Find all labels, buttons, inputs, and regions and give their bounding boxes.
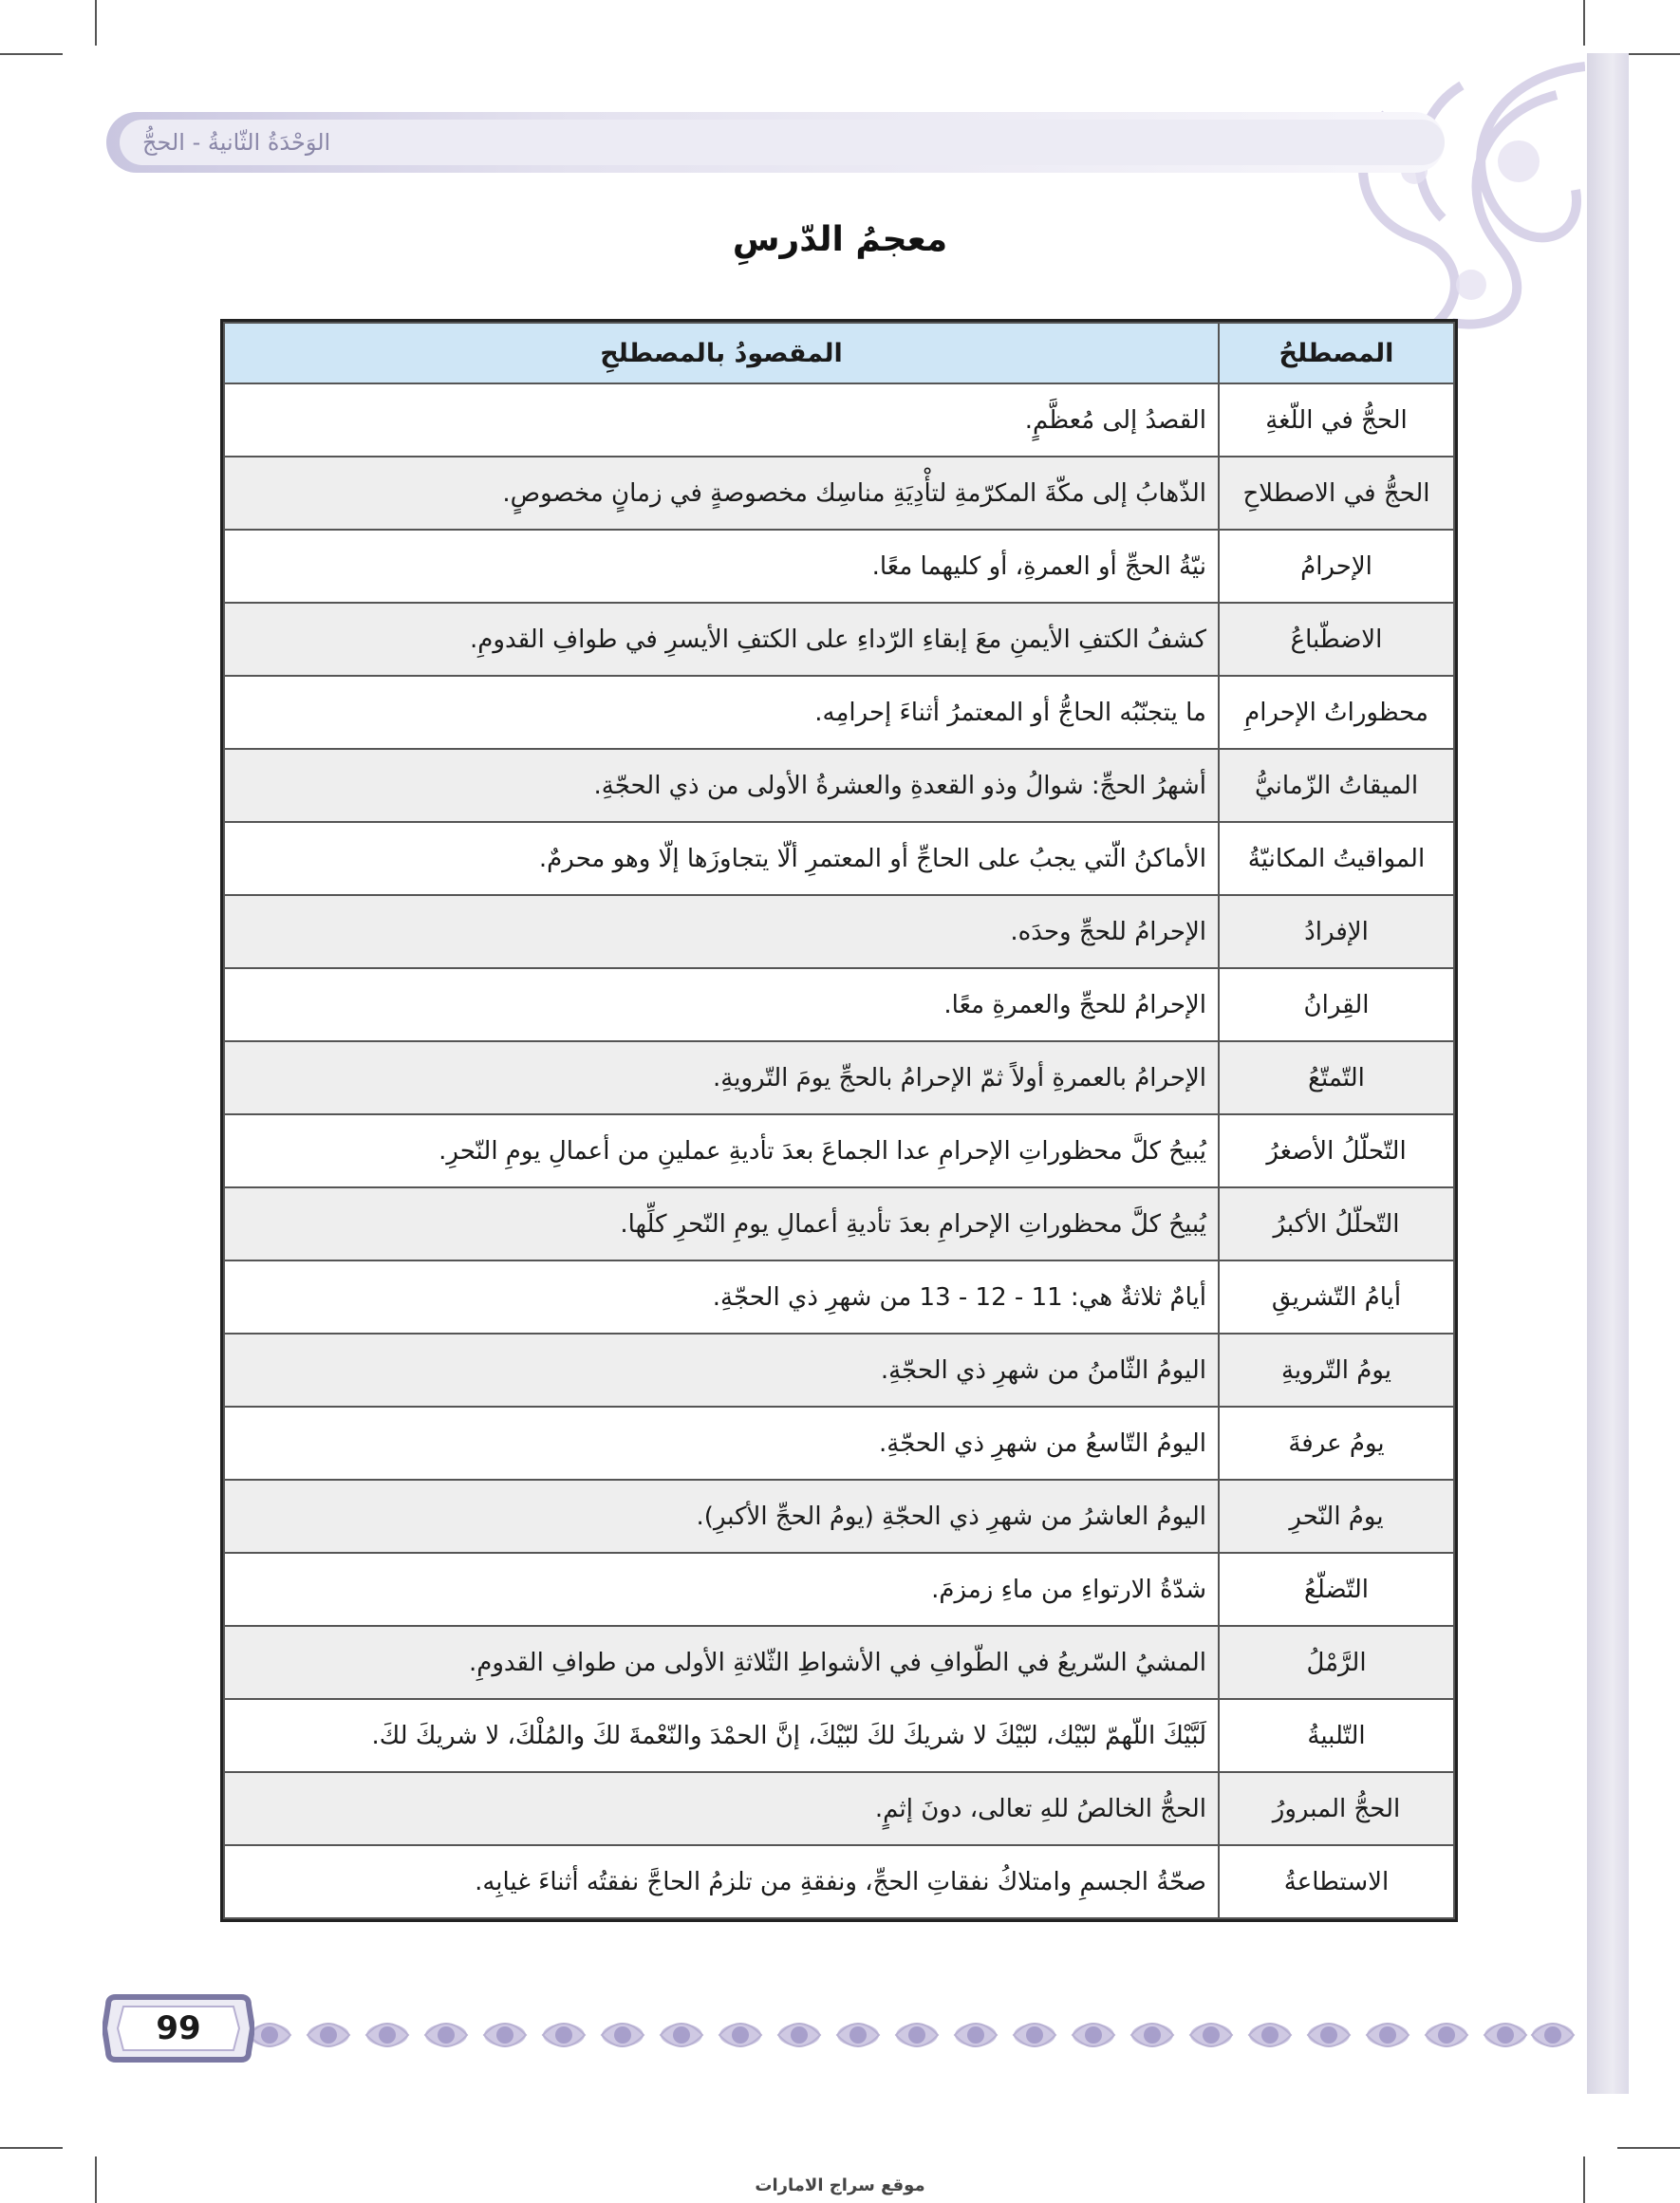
footer-ornament-border-icon <box>247 2012 1576 2058</box>
meaning-cell: صحّةُ الجسمِ وامتلاكُ نفقاتِ الحجِّ، ونفقةِ من تلزمُ الحاجَّ نفقتُه أثناءَ غيابِه. <box>224 1845 1219 1918</box>
crop-mark <box>95 0 97 46</box>
meaning-cell: الإحرامُ للحجِّ والعمرةِ معًا. <box>224 968 1219 1041</box>
meaning-cell: نيّةُ الحجِّ أو العمرةِ، أو كليهما معًا. <box>224 530 1219 603</box>
meaning-cell: أيامٌ ثلاثةٌ هي: 11 - 12 - 13 من شهرِ ذي الحجّةِ. <box>224 1260 1219 1334</box>
term-cell: الاستطاعةُ <box>1219 1845 1454 1918</box>
meaning-cell: الأماكنُ الّتي يجبُ على الحاجِّ أو المعتمرِ ألّا يتجاوزَها إلّا وهو محرمٌ. <box>224 822 1219 895</box>
page-title: معجمُ الدّرسِ <box>732 220 948 259</box>
meaning-cell: اليومُ الثّامنُ من شهرِ ذي الحجّةِ. <box>224 1334 1219 1407</box>
term-cell: الإحرامُ <box>1219 530 1454 603</box>
table-row <box>224 1845 1454 1918</box>
term-column-header: المصطلحُ <box>1219 323 1454 383</box>
footer-watermark: موقع سراج الامارات <box>755 2175 925 2195</box>
page-number: 99 <box>156 2009 201 2047</box>
table-row <box>224 1553 1454 1626</box>
table-row <box>224 1480 1454 1553</box>
table-row <box>224 1334 1454 1407</box>
crop-mark <box>1617 2147 1680 2149</box>
term-cell: الميقاتُ الزّمانيُّ <box>1219 749 1454 822</box>
table-row <box>224 457 1454 530</box>
table-row <box>224 1626 1454 1699</box>
table-row <box>224 676 1454 749</box>
table-header-row <box>224 323 1454 383</box>
term-cell: الرَّمْلُ <box>1219 1626 1454 1699</box>
table-row <box>224 530 1454 603</box>
meaning-cell: يُبيحُ كلَّ محظوراتِ الإحرامِ بعدَ تأديةِ أعمالِ يومِ النّحرِ كلِّها. <box>224 1187 1219 1260</box>
table-row <box>224 1041 1454 1114</box>
table-row <box>224 968 1454 1041</box>
meaning-column-header: المقصودُ بالمصطلحِ <box>224 323 1219 383</box>
side-decorative-strip <box>1587 53 1629 2094</box>
term-cell: يومُ النّحرِ <box>1219 1480 1454 1553</box>
corner-ornament-icon <box>1272 57 1585 342</box>
table-row <box>224 1260 1454 1334</box>
meaning-cell: ما يتجنّبُه الحاجُّ أو المعتمرُ أثناءَ إحرامِه. <box>224 676 1219 749</box>
term-cell: التّحلّلُ الأكبرُ <box>1219 1187 1454 1260</box>
meaning-cell: اليومُ العاشرُ من شهرِ ذي الحجّةِ (يومُ الحجِّ الأكبرِ). <box>224 1480 1219 1553</box>
meaning-cell: الحجُّ الخالصُ للهِ تعالى، دونَ إثمٍ. <box>224 1772 1219 1845</box>
meaning-cell: أشهرُ الحجِّ: شوالُ وذو القعدةِ والعشرةُ الأولى من ذي الحجّةِ. <box>224 749 1219 822</box>
term-cell: التّمتّعُ <box>1219 1041 1454 1114</box>
term-cell: الحجُّ المبرورُ <box>1219 1772 1454 1845</box>
crop-mark <box>0 2147 63 2149</box>
meaning-cell: لَبَّيْكَ اللّهمّ لبّيْك، لبّيْكَ لا شريكَ لكَ لبّيْكَ، إنَّ الحمْدَ والنّعْمةَ لكَ والمُلْكَ، لا شريكَ لكَ. <box>224 1699 1219 1772</box>
crop-mark <box>0 53 63 55</box>
table-row <box>224 822 1454 895</box>
table-row <box>224 383 1454 457</box>
meaning-cell: كشفُ الكتفِ الأيمنِ معَ إبقاءِ الرّداءِ على الكتفِ الأيسرِ في طوافِ القدومِ. <box>224 603 1219 676</box>
meaning-cell: اليومُ التّاسعُ من شهرِ ذي الحجّةِ. <box>224 1407 1219 1480</box>
term-cell: محظوراتُ الإحرامِ <box>1219 676 1454 749</box>
term-cell: المواقيتُ المكانيّةُ <box>1219 822 1454 895</box>
term-cell: الحجُّ في الاصطلاحِ <box>1219 457 1454 530</box>
meaning-cell: الذّهابُ إلى مكّةَ المكرّمةِ لتأْدِيَةِ مناسِك مخصوصةٍ في زمانٍ مخصوصٍ. <box>224 457 1219 530</box>
meaning-cell: الإحرامُ للحجِّ وحدَه. <box>224 895 1219 968</box>
crop-mark <box>1583 0 1585 46</box>
table-row <box>224 749 1454 822</box>
table-row <box>224 1114 1454 1187</box>
term-cell: الحجُّ في اللّغةِ <box>1219 383 1454 457</box>
glossary-table <box>220 319 1458 1922</box>
term-cell: الاضطّباعُ <box>1219 603 1454 676</box>
meaning-cell: شدّةُ الارتواءِ من ماءِ زمزمَ. <box>224 1553 1219 1626</box>
term-cell: الإفرادُ <box>1219 895 1454 968</box>
term-cell: التّضلّعُ <box>1219 1553 1454 1626</box>
term-cell: أيامُ التّشريقِ <box>1219 1260 1454 1334</box>
term-cell: يومُ عرفةَ <box>1219 1407 1454 1480</box>
meaning-cell: يُبيحُ كلَّ محظوراتِ الإحرامِ عدا الجماعَ بعدَ تأديةِ عملينِ من أعمالِ يومِ النّحرِ. <box>224 1114 1219 1187</box>
unit-breadcrumb: الوَحْدَةُ الثّانيةُ - الحجُّ <box>142 129 331 156</box>
meaning-cell: الإحرامُ بالعمرةِ أولاً ثمّ الإحرامُ بالحجِّ يومَ التّرويةِ. <box>224 1041 1219 1114</box>
term-cell: التّحلّلُ الأصغرُ <box>1219 1114 1454 1187</box>
table-row <box>224 1407 1454 1480</box>
table-row <box>224 603 1454 676</box>
term-cell: يومُ التّرويةِ <box>1219 1334 1454 1407</box>
meaning-cell: القصدُ إلى مُعظَّمٍ. <box>224 383 1219 457</box>
table-row <box>224 895 1454 968</box>
table-row <box>224 1699 1454 1772</box>
table-row <box>224 1187 1454 1260</box>
table-row <box>224 1772 1454 1845</box>
term-cell: القِرانُ <box>1219 968 1454 1041</box>
term-cell: التّلبيةُ <box>1219 1699 1454 1772</box>
meaning-cell: المشيُ السّريعُ في الطّوافِ في الأشواطِ الثّلاثةِ الأولى من طوافِ القدومِ. <box>224 1626 1219 1699</box>
